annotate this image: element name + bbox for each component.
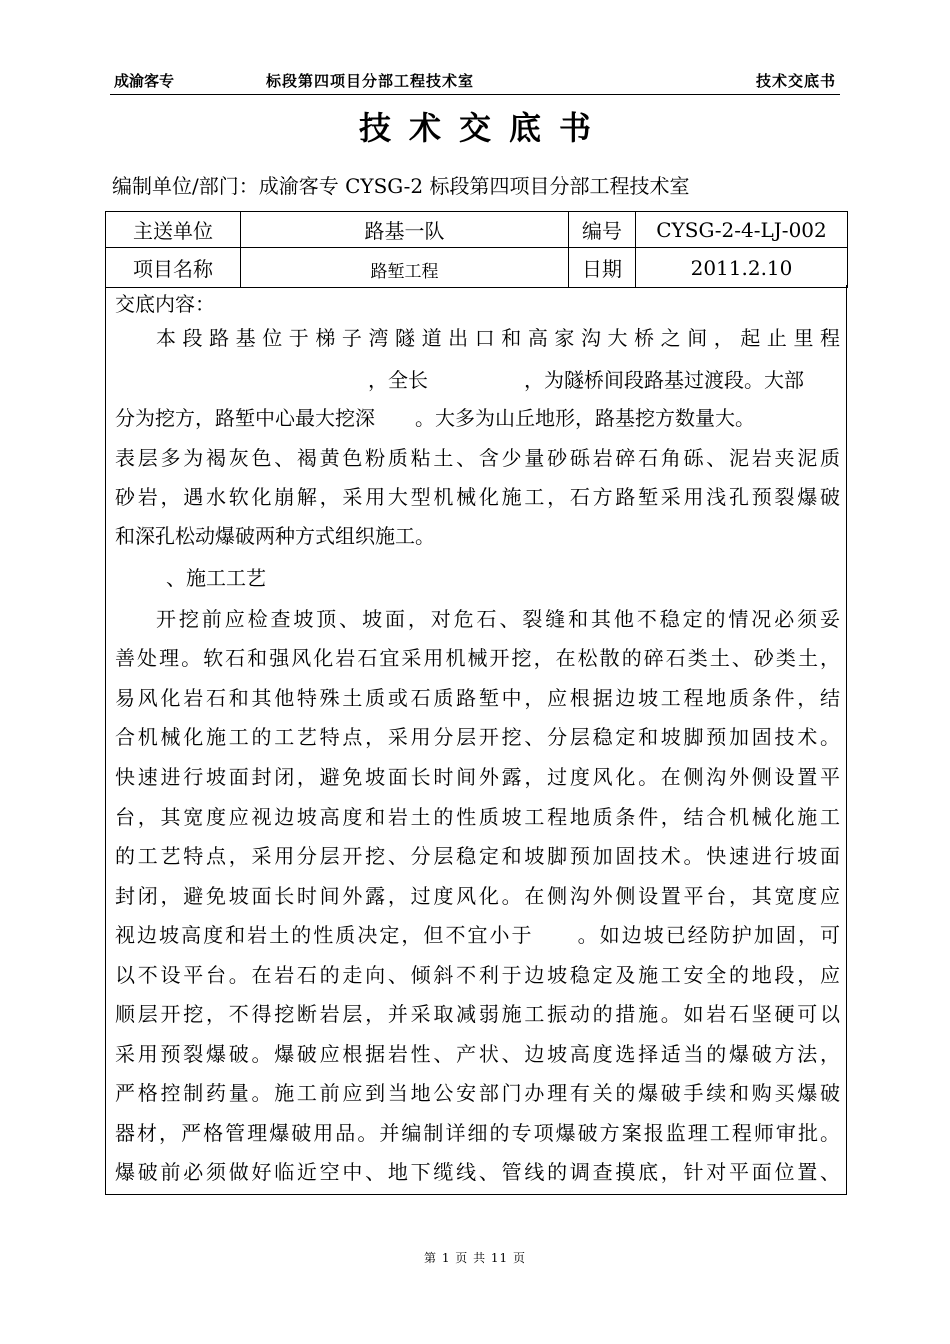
para1-line: 分为挖方，路堑中心最大挖深 。大多为山丘地形，路基挖方数量大。 bbox=[115, 406, 755, 430]
page-footer: 第 1 页 共 11 页 bbox=[424, 1251, 526, 1265]
section-title: 、施工工艺 bbox=[166, 566, 266, 590]
compiling-unit: 编制单位/部门：成渝客专 CYSG-2 标段第四项目分部工程技术室 bbox=[112, 174, 690, 198]
content-box bbox=[105, 285, 847, 1195]
para2-line: 器材，严格管理爆破用品。并编制详细的专项爆破方案报监理工程师审批。 bbox=[115, 1121, 840, 1145]
para1-line: 本段路基位于梯子湾隧道出口和高家沟大桥之间，起止里程 bbox=[156, 326, 840, 350]
para2-line: 开挖前应检查坡顶、坡面，对危石、裂缝和其他不稳定的情况必须妥 bbox=[156, 607, 840, 631]
para2-line: 视边坡高度和岩土的性质决定，但不宜小于 。如边坡已经防护加固，可 bbox=[115, 923, 840, 947]
value-recipient: 路基一队 bbox=[241, 212, 569, 248]
para2-line: 易风化岩石和其他特殊土质或石质路堑中，应根据边坡工程地质条件，结 bbox=[115, 686, 840, 710]
value-project-name: 路堑工程 bbox=[241, 248, 569, 288]
para1-line: 和深孔松动爆破两种方式组织施工。 bbox=[115, 524, 435, 548]
label-number: 编号 bbox=[569, 212, 636, 248]
info-table bbox=[105, 211, 848, 288]
para1-line: 表层多为褐灰色、褐黄色粉质粘土、含少量砂砾岩碎石角砾、泥岩夹泥质 bbox=[115, 446, 840, 470]
para2-line: 以不设平台。在岩石的走向、倾斜不利于边坡稳定及施工安全的地段，应 bbox=[115, 963, 840, 987]
para2-line: 采用预裂爆破。爆破应根据岩性、产状、边坡高度选择适当的爆破方法， bbox=[115, 1042, 840, 1066]
para1-line: ，为隧桥间段路基过渡段。大部 bbox=[524, 368, 804, 392]
document-title: 技术交底书 bbox=[358, 109, 609, 147]
value-date: 2011.2.10 bbox=[636, 248, 848, 288]
para2-line: 严格控制药量。施工前应到当地公安部门办理有关的爆破手续和购买爆破 bbox=[115, 1081, 840, 1105]
label-date: 日期 bbox=[569, 248, 636, 288]
content-heading: 交底内容： bbox=[115, 292, 215, 316]
para2-line: 爆破前必须做好临近空中、地下缆线、管线的调查摸底，针对平面位置、 bbox=[115, 1160, 840, 1184]
para2-line: 的工艺特点，采用分层开挖、分层稳定和坡脚预加固技术。快速进行坡面 bbox=[115, 844, 840, 868]
label-project-name: 项目名称 bbox=[106, 248, 241, 288]
header-left: 成渝客专 bbox=[114, 72, 175, 90]
label-recipient: 主送单位 bbox=[106, 212, 241, 248]
para2-line: 顺层开挖，不得挖断岩层，并采取减弱施工振动的措施。如岩石坚硬可以 bbox=[115, 1002, 840, 1026]
para2-line: 台，其宽度应视边坡高度和岩土的性质坡工程地质条件，结合机械化施工 bbox=[115, 805, 840, 829]
page-header bbox=[110, 64, 840, 95]
value-number: CYSG-2-4-LJ-002 bbox=[636, 212, 848, 248]
para2-line: 合机械化施工的工艺特点，采用分层开挖、分层稳定和坡脚预加固技术。 bbox=[115, 725, 840, 749]
header-center: 标段第四项目分部工程技术室 bbox=[266, 72, 475, 90]
table-row bbox=[106, 212, 848, 248]
header-right: 技术交底书 bbox=[755, 72, 836, 90]
para2-line: 善处理。软石和强风化岩石宜采用机械开挖，在松散的碎石类土、砂类土， bbox=[115, 646, 840, 670]
para1-line: ，全长 bbox=[368, 368, 428, 392]
table-row bbox=[106, 248, 848, 288]
para1-line: 砂岩，遇水软化崩解，采用大型机械化施工，石方路堑采用浅孔预裂爆破 bbox=[115, 485, 840, 509]
para2-line: 快速进行坡面封闭，避免坡面长时间外露，过度风化。在侧沟外侧设置平 bbox=[115, 765, 840, 789]
para2-line: 封闭，避免坡面长时间外露，过度风化。在侧沟外侧设置平台，其宽度应 bbox=[115, 884, 840, 908]
